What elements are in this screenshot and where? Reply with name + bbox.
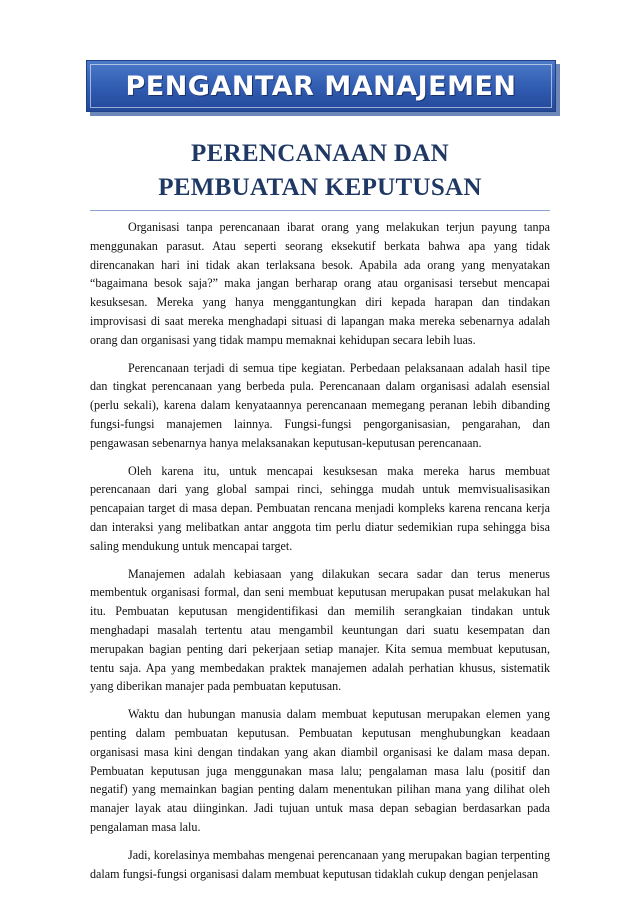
banner-title: PENGANTAR MANAJEMEN [125, 70, 517, 102]
paragraph: Jadi, korelasinya membahas mengenai perencanaan yang merupakan bagian terpenting dalam fungsi-fungsi organisasi dalam membuat keputusan tidaklah cukup dengan penjelasan [90, 847, 550, 881]
chapter-heading-line-1: PERENCANAAN DAN [191, 140, 449, 167]
chapter-heading-line-2: PEMBUATAN KEPUTUSAN [158, 174, 482, 201]
paragraph: Perencanaan terjadi di semua tipe kegiatan. Perbedaan pelaksanaan adalah hasil tipe dan tingkat perencanaan yang berbeda pula. Perencanaan dalam organisasi adalah esensial (perlu sekali), karena dalam kenyataannya perencanaan memegang peranan lebih dibanding fungsi-fungsi manajemen lainnya. Fungsi-fungsi pengorganisasian, pengarahan, dan pengawasan sebenarnya hanya melaksanakan keputusan-keputusan perencanaan. [90, 360, 550, 450]
title-banner [86, 60, 556, 112]
heading-divider [90, 210, 550, 211]
paragraph: Manajemen adalah kebiasaan yang dilakukan secara sadar dan terus menerus membentuk organisasi formal, dan seni membuat keputusan merupakan pusat melakukan hal itu. Pembuatan keputusan mengidentifikasi dan memilih serangkaian tindakan untuk menghadapi masalah tertentu atau mengambil keuntungan dari suatu kesempatan dan merupakan bagian penting dari pekerjaan setiap manajer. Kita semua membuat keputusan, tentu saja. Apa yang membedakan praktek manajemen adalah perhatian khusus, sistematik yang diberikan manajer pada pembuatan keputusan. [90, 566, 550, 694]
paragraph: Oleh karena itu, untuk mencapai kesuksesan maka mereka harus membuat perencanaan dari yang global sampai rinci, sehingga mudah untuk memvisualisasikan pencapaian target di masa depan. Pembuatan rencana menjadi kompleks karena rencana kerja dan interaksi yang melibatkan antar anggota tim perlu diatur sedemikian rupa sehingga bisa saling mendukung untuk mencapai target. [90, 463, 550, 553]
body-text [90, 218, 550, 892]
paragraph: Organisasi tanpa perencanaan ibarat orang yang melakukan terjun payung tanpa menggunakan parasut. Atau seperti seorang eksekutif berkata bahwa apa yang tidak direncanakan hari ini tidak akan terlaksana besok. Apabila ada orang yang menyatakan “bagaimana besok saja?” maka jangan berharap orang atau organisasi tersebut mencapai kesuksesan. Mereka yang hanya menggantungkan diri kepada harapan dan tindakan improvisasi di saat mereka menghadapi situasi di lapangan maka mereka sebenarnya adalah orang dan organisasi yang tidak mampu memaknai kehidupan secara lebih luas. [90, 220, 550, 347]
paragraph: Waktu dan hubungan manusia dalam membuat keputusan merupakan elemen yang penting dalam pembuatan keputusan. Pembuatan keputusan menghubungkan keadaan organisasi masa kini dengan tindakan yang akan diambil organisasi ke dalam masa depan. Pembuatan keputusan juga menggunakan masa lalu; pengalaman masa lalu (positif dan negatif) yang memainkan bagian penting dalam menentukan pilihan mana yang dilihat oleh manajer layak atau diinginkan. Jadi tujuan untuk masa depan sebagian berdasarkan pada pengalaman masa lalu. [90, 707, 550, 834]
